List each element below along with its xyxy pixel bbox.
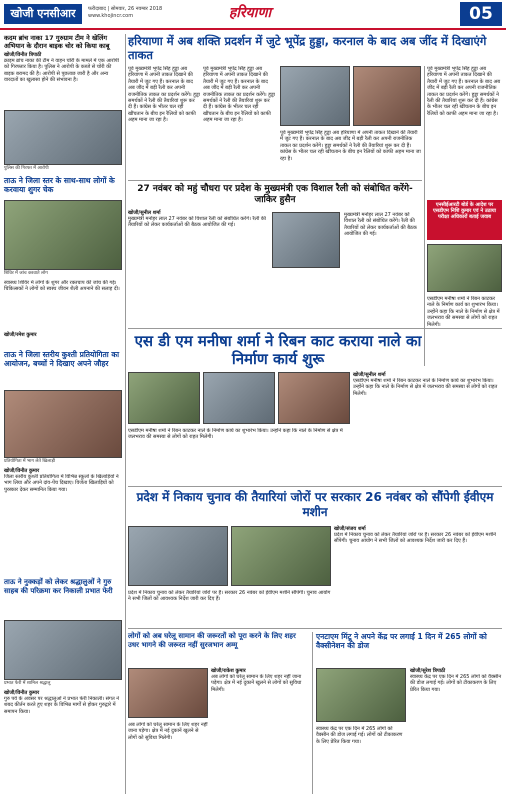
bottom-left-story: [211, 668, 308, 794]
story-left-2: [4, 350, 122, 368]
story-left-4-byline: खोजी/विनीत कुमार: [4, 690, 40, 696]
bottom-left-body: अब लोगों को घरेलू सामान के लिए शहर नहीं जाना पड़ेगा। क्षेत्र में नई दुकानें खुलने से लोगों को सुविधा मिलेगी।: [211, 674, 302, 693]
photo-nikay-2: [231, 526, 331, 586]
rally-headline: 27 नवंबर को महुं चौधरा पर प्रदेश के मुख्यमंत्री एक विशाल रैली को संबोधित करेंगे- जाकिर हुसैन: [137, 184, 413, 205]
bottom-right-headline: एनटाएम मिंटू ने अपने केंद्र पर लगाई 1 दिन में 265 लोगों को वैक्सीनेशन की डोज: [316, 632, 487, 650]
story-left-1-body: क्राइम ब्रांच नाका की टीम ने वाहन चोरी के मामले में एक आरोपी को गिरफ्तार किया है। पुलिस ने आरोपी के कब्जे से चोरी की बाइक बरामद की है। आरोपी से पूछताछ जारी है और अन्य वारदातों का खुलासा होने की संभावना है।: [4, 58, 119, 84]
center-headline: एस डी एम मनीषा शर्मा ने रिबन काट कराया नाले का निर्माण कार्य शुरू: [134, 332, 422, 368]
rally-byline: खोजी/सुनील शर्मा: [128, 210, 161, 216]
story-left-1-byline: खोजी/विनीत त्रिपाठी: [4, 52, 42, 58]
story-left-2-byline: खोजी/विनीत कुमार: [4, 468, 40, 474]
photo-left-2: [4, 200, 122, 270]
dateline-text: फरीदाबाद | सोमवार, 26 नवम्बर 2018: [88, 6, 163, 12]
photo-left-4: [4, 620, 122, 680]
bottom-right-body: स्वास्थ्य केंद्र पर एक दिन में 265 लोगों को वैक्सीन की डोज लगाई गई। लोगों को टीकाकरण के लिए प्रेरित किया गया।: [410, 674, 502, 693]
bottom-right-body-2: स्वास्थ्य केंद्र पर एक दिन में 265 लोगों को वैक्सीन की डोज लगाई गई। लोगों को टीकाकरण के लिए प्रेरित किया गया।: [316, 726, 403, 745]
rally-body: मुख्यमंत्री मनोहर लाल 27 नवंबर को विशाल रैली को संबोधित करेंगे। रैली की तैयारियों को लेकर कार्यकर्ताओं की बैठक आयोजित की गई।: [128, 216, 266, 229]
story-left-4-text: [4, 690, 122, 796]
right-column-text: पूर्व मुख्यमंत्री भूपेंद्र सिंह हुड्डा अब हरियाणा में अपनी ताकत दिखाने की तैयारी में जुट गए हैं। करनाल के बाद अब जींद में बड़ी रैली कर अपनी राजनीतिक ताकत का प्रदर्शन करेंगे। हुड्डा समर्थकों ने रैली की तैयारियां शुरू कर दी हैं। कांग्रेस के भीतर चल रही खींचतान के बीच इन रैलियों को काफी अहम माना जा रहा है।: [427, 66, 501, 117]
caption-left-1: पुलिस की गिरफ्त में आरोपी: [4, 166, 49, 171]
bottom-left-body-2: अब लोगों को घरेलू सामान के लिए शहर नहीं जाना पड़ेगा। क्षेत्र में नई दुकानें खुलने से लोगों को सुविधा मिलेगी।: [128, 722, 208, 741]
photo-left-1: [4, 110, 122, 165]
right-column-text-2: एसडीएम मनीषा शर्मा ने रिबन काटकर नाले के निर्माण कार्य का शुभारंभ किया। उन्होंने कहा कि नाले के निर्माण से क्षेत्र में जलभराव की समस्या से लोगों को राहत मिलेगी।: [427, 296, 500, 328]
photo-center-3: [278, 372, 350, 424]
column-rule-1: [125, 34, 126, 794]
caption-left-3: प्रतियोगिता में भाग लेते खिलाड़ी: [4, 459, 56, 464]
story-left-3-byline: खोजी/रमेश कुमार: [4, 332, 37, 338]
divider-bottom: [128, 628, 502, 629]
photo-lead-1: [280, 66, 350, 126]
bottom-left-byline: खोजी/राकेश कुमार: [211, 668, 246, 674]
page-number: 05: [460, 2, 502, 26]
center-right-col: [353, 372, 502, 486]
story-left-2-text: [4, 468, 122, 544]
photo-rally: [272, 212, 340, 268]
divider-rally: [128, 180, 422, 181]
story-left-3: [4, 176, 122, 194]
story-left-2-headline: ताऊ ने जिला स्तरीय कुश्ती प्रतियोगिता का आयोजन, बच्चों ने दिखाए अपने जौहर: [4, 350, 120, 368]
caption-left-4: प्रभात फेरी में शामिल श्रद्धालु: [4, 681, 51, 686]
rally-body-col2: मुख्यमंत्री मनोहर लाल 27 नवंबर को विशाल रैली को संबोधित करेंगे। रैली की तैयारियों को लेकर कार्यकर्ताओं की बैठक आयोजित की गई।: [344, 212, 417, 238]
lead-body-col2: पूर्व मुख्यमंत्री भूपेंद्र सिंह हुड्डा अब हरियाणा में अपनी ताकत दिखाने की तैयारी में जुट गए हैं। करनाल के बाद अब जींद में बड़ी रैली कर अपनी राजनीतिक ताकत का प्रदर्शन करेंगे। हुड्डा समर्थकों ने रैली की तैयारियां शुरू कर दी हैं। कांग्रेस के भीतर चल रही खींचतान के बीच इन रैलियों को काफी अहम माना जा रहा है।: [203, 66, 275, 124]
column-rule-2: [424, 66, 425, 366]
story-left-1-headline: कदम ब्रांच नाका 17 गुरुग्राम टीम ने खेलिंग अभियान के दौरान बाइक चोर को किया काबू: [4, 34, 110, 50]
lead-body-col3: पूर्व मुख्यमंत्री भूपेंद्र सिंह हुड्डा अब हरियाणा में अपनी ताकत दिखाने की तैयारी में जुट गए हैं। करनाल के बाद अब जींद में बड़ी रैली कर अपनी राजनीतिक ताकत का प्रदर्शन करेंगे। हुड्डा समर्थकों ने रैली की तैयारियां शुरू कर दी हैं। कांग्रेस के भीतर चल रही खींचतान के बीच इन रैलियों को काफी अहम माना जा रहा है।: [280, 130, 421, 162]
story-left-1: [4, 34, 122, 108]
story-left-4-body: गुरु पर्व के अवसर पर श्रद्धालुओं ने प्रभात फेरी निकाली। संगत ने शबद कीर्तन करते हुए शहर के विभिन्न मार्गों से होकर गुरुद्वारे में समापन किया।: [4, 696, 120, 715]
photo-lead-2: [353, 66, 421, 126]
center-byline: खोजी/सुनील शर्मा: [353, 372, 386, 378]
photo-right-1: [427, 244, 502, 292]
story-left-2-body: जिला स्तरीय कुश्ती प्रतियोगिता में विभिन्न स्कूलों के खिलाड़ियों ने भाग लिया और अपने दांव-पेंच दिखाए। विजेता खिलाड़ियों को पुरस्कार देकर सम्मानित किया गया।: [4, 474, 119, 493]
dateline-site: www.khojincr.com: [88, 13, 134, 19]
caption-left-2: शिविर में जांच करवाते लोग: [4, 271, 48, 276]
dateline: [88, 6, 162, 20]
photo-bottom-left: [128, 668, 208, 718]
newspaper-brand: खोजी एनसीआर: [4, 4, 82, 24]
nikay-headline: प्रदेश में निकाय चुनाव की तैयारियां जोरों पर सरकार 26 नवंबर को सौंपेगी ईवीएम मशीन: [136, 490, 494, 519]
story-left-3-headline: ताऊ ने जिला स्तर के साथ-साथ लोगों के करवाया शुगर चेक: [4, 176, 115, 194]
bottom-right-story: [410, 668, 502, 794]
bottom-left-headline: लोगों को अब घरेलू सामान की जरूरतों को पूरा करने के लिए शहर उधर भागने की जरूरत नहीं सुरजभान अम्मू: [128, 632, 296, 649]
right-box-headline: एनसीईआरटी बोर्ड के आदेश पर एसडीएम निशि कुमार एवं ने उठाया परीक्षा अधिकारों बताई जवाब: [427, 200, 502, 240]
divider-nikay: [128, 486, 502, 487]
photo-center-2: [203, 372, 275, 424]
nikay-story: [334, 526, 502, 632]
story-left-4-headline: ताऊ ने नुक्कड़ों को लेकर श्रद्धालुओं ने गुरु साहब की परिक्रमा कर निकाली प्रभात फेरी: [4, 578, 113, 595]
bottom-right-byline: खोजी/सुरेश त्रिपाठी: [410, 668, 446, 674]
section-title: हरियाणा: [228, 5, 272, 21]
photo-center-1: [128, 372, 200, 424]
masthead: [0, 0, 506, 30]
lead-headline: हरियाणा में अब शक्ति प्रदर्शन में जुटे भूपेंद्र हुड्डा, करनाल के बाद अब जींद में दिखाएंगे ताकत: [128, 34, 487, 62]
center-body-right: एसडीएम मनीषा शर्मा ने रिबन काटकर नाले के निर्माण कार्य का शुभारंभ किया। उन्होंने कहा कि नाले के निर्माण से क्षेत्र में जलभराव की समस्या से लोगों को राहत मिलेगी।: [353, 378, 498, 397]
lead-body-col1: पूर्व मुख्यमंत्री भूपेंद्र सिंह हुड्डा अब हरियाणा में अपनी ताकत दिखाने की तैयारी में जुट गए हैं। करनाल के बाद अब जींद में बड़ी रैली कर अपनी राजनीतिक ताकत का प्रदर्शन करेंगे। हुड्डा समर्थकों ने रैली की तैयारियां शुरू कर दी हैं। कांग्रेस के भीतर चल रही खींचतान के बीच इन रैलियों को काफी अहम माना जा रहा है।: [128, 66, 200, 124]
story-left-4: [4, 578, 122, 595]
photo-nikay-1: [128, 526, 228, 586]
nikay-byline: खोजी/संजय शर्मा: [334, 526, 366, 532]
nikay-body: प्रदेश में निकाय चुनाव को लेकर तैयारियां जोरों पर हैं। सरकार 26 नवंबर को ईवीएम मशीनें सौंपेगी। चुनाव आयोग ने सभी जिलों को आवश्यक निर्देश जारी कर दिए हैं।: [334, 532, 496, 545]
center-body: एसडीएम मनीषा शर्मा ने रिबन काटकर नाले के निर्माण कार्य का शुभारंभ किया। उन्होंने कहा कि नाले के निर्माण से क्षेत्र में जलभराव की समस्या से लोगों को राहत मिलेगी।: [128, 428, 343, 441]
column-rule-3: [312, 632, 313, 794]
photo-bottom-right: [316, 668, 406, 722]
nikay-body-2: प्रदेश में निकाय चुनाव को लेकर तैयारियां जोरों पर हैं। सरकार 26 नवंबर को ईवीएम मशीनें सौंपेगी। चुनाव आयोग ने सभी जिलों को आवश्यक निर्देश जारी कर दिए हैं।: [128, 590, 331, 603]
story-left-3-body: स्वास्थ्य शिविर में लोगों के शुगर और रक्तचाप की जांच की गई। चिकित्सकों ने लोगों को स्वस्थ जीवन शैली अपनाने की सलाह दी।: [4, 280, 120, 293]
divider-center: [128, 328, 502, 329]
rally-story: [128, 210, 268, 326]
photo-left-3: [4, 390, 122, 458]
